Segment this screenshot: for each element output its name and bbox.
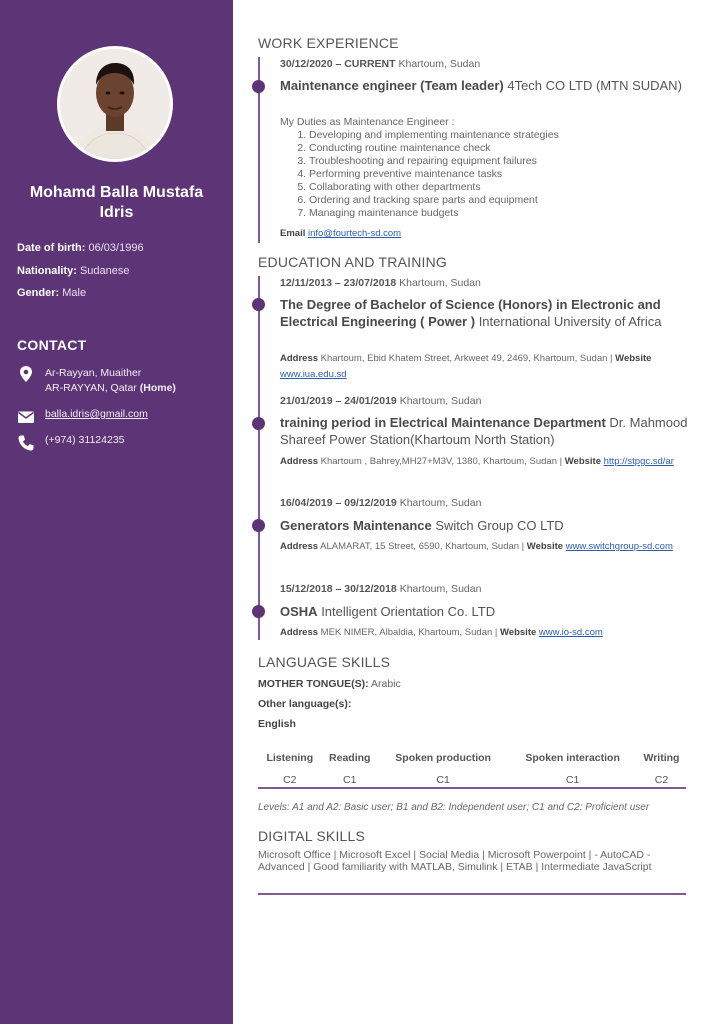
profile-photo [60,49,170,159]
address-tag: (Home) [139,382,176,394]
edu-title: The Degree of Bachelor of Science (Honors) in Electronic and Electrical Engineering ( Power ) [280,297,661,329]
edu-website-link[interactable]: www.switchgroup-sd.com [565,541,673,552]
education-timeline [258,276,260,640]
nationality-label: Nationality: [17,265,77,277]
email-link[interactable]: balla.idris@gmail.com [45,408,148,420]
edu-date: 16/04/2019 – 09/12/2019 [280,497,397,509]
timeline-dot [252,417,265,430]
edu-title-row [280,296,690,330]
level-reading: C1 [343,774,357,786]
edu-date-row [280,583,481,595]
dob-row [17,241,144,255]
digital-skills-divider [258,893,686,895]
digital-skills-list: Microsoft Office | Microsoft Excel | Social Media | Microsoft Powerpoint | - AutoCAD - Advanced | Good familiarity with MATLAB, Simulink | ETAB | Intermediate JavaScript [258,849,652,873]
language-table-header [258,744,686,772]
language-table-row [258,772,686,788]
language-levels-note: Levels: A1 and A2: Basic user; B1 and B2: Independent user; C1 and C2: Proficient user [258,802,650,813]
duty-item: 7. Managing maintenance budgets [309,207,559,220]
website-label: Website [564,456,601,467]
duty-item: 1. Developing and implementing maintenance strategies [309,129,559,142]
gender-row [17,286,86,300]
level-spoken-production: C1 [436,774,450,786]
language-levels-table [258,744,686,788]
language-skills-heading: LANGUAGE SKILLS [258,654,391,670]
contact-heading: CONTACT [17,337,87,353]
edu-date: 15/12/2018 – 30/12/2018 [280,583,397,595]
edu-location: Khartoum, Sudan [399,583,482,595]
edu-org: International University of Africa [478,314,662,329]
duties-list [309,129,559,220]
work-company: 4Tech CO LTD (MTN SUDAN) [507,78,682,93]
address-label: Address [280,456,319,467]
address-line-2: AR-RAYYAN, Qatar [45,382,137,394]
edu-location: Khartoum, Sudan [399,277,481,289]
edu-title: training period in Electrical Maintenance Department [280,415,606,430]
edu-date-row [280,277,481,289]
edu-title: OSHA [280,604,318,619]
edu-address: Khartoum , Bahrey,MH27+M3V, 1380, Khartoum, Sudan [320,456,557,467]
envelope-icon [17,408,35,426]
address-line-2-row [45,381,176,396]
header-writing: Writing [643,751,680,764]
duty-item: 4. Performing preventive maintenance tasks [309,168,559,181]
address-label: Address [280,541,319,552]
level-writing: C2 [654,774,669,786]
address-label: Address [280,627,319,638]
timeline-dot [252,605,265,618]
edu-date-row [280,497,481,509]
duty-item: 3. Troubleshooting and repairing equipment failures [309,155,559,168]
digital-skills-heading: DIGITAL SKILLS [258,828,366,844]
nationality-value: Sudanese [79,265,130,277]
website-label: Website [526,541,564,552]
timeline-dot [252,298,265,311]
dob-value: 06/03/1996 [88,242,144,254]
duty-item: 6. Ordering and tracking spare parts and equipment [309,194,559,207]
website-label: Website [500,627,537,638]
address-label: Address [280,353,319,364]
edu-details: Address ALAMARAT, 15 Street, 6590, Khartoum, Sudan | Website www.switchgroup-sd.com [280,541,673,552]
edu-address: ALAMARAT, 15 Street, 6590, Khartoum, Sudan [320,541,520,552]
edu-location: Khartoum, Sudan [399,395,482,407]
edu-website-link[interactable]: www.io-sd.com [538,627,603,638]
header-spoken-interaction: Spoken interaction [525,751,620,764]
mother-tongue-value: Arabic [370,678,401,690]
work-role-row [280,77,690,94]
education-heading: EDUCATION AND TRAINING [258,254,448,270]
edu-title-row [280,517,690,534]
header-spoken-production: Spoken production [395,751,491,764]
other-languages-label: Other language(s): [258,698,352,710]
sidebar [0,0,233,1024]
phone-number: (+974) 31124235 [45,434,125,446]
gender-label: Gender: [17,287,60,299]
edu-title-row [280,414,690,448]
edu-title-row [280,603,690,620]
work-email-link[interactable]: info@fourtech-sd.com [308,228,402,239]
edu-details: Address Khartoum , Bahrey,MH27+M3V, 1380, Khartoum, Sudan | Website http://stpgc.sd/ar [280,456,674,467]
work-email-label: Email [280,228,306,239]
edu-website-link[interactable]: http://stpgc.sd/ar [603,456,674,467]
duty-item: 2. Conducting routine maintenance check [309,142,559,155]
address-block [45,366,176,396]
edu-org: Switch Group CO LTD [435,518,564,533]
edu-date-row [280,395,481,407]
header-reading: Reading [329,751,371,764]
edu-details: Address MEK NIMER, Albaldia, Khartoum, Sudan | Website www.io-sd.com [280,627,603,638]
timeline-dot [252,519,265,532]
website-label: Website [615,353,652,364]
edu-title: Generators Maintenance [280,518,432,533]
edu-org: Dr. Mahmood Shareef Power Station(Khartoum North Station) [280,415,688,447]
edu-details: Address Khartoum, Ebid Khatem Street, Arkweet 49, 2469, Khartoum, Sudan | Website www.iua.edu.sd [280,353,652,380]
timeline-dot [252,80,265,93]
profile-name: Mohamd Balla Mustafa Idris [29,184,204,221]
edu-date: 12/11/2013 – 23/07/2018 [280,277,397,289]
work-role: Maintenance engineer (Team leader) [280,78,504,93]
location-pin-icon [17,365,35,383]
work-experience-heading: WORK EXPERIENCE [258,35,399,51]
duties-intro: My Duties as Maintenance Engineer : [280,116,455,128]
edu-address: MEK NIMER, Albaldia, Khartoum, Sudan [320,627,493,638]
nationality-row [17,264,130,278]
other-language-row [258,716,666,732]
edu-website-link[interactable]: www.iua.edu.sd [280,369,347,380]
level-spoken-interaction: C1 [565,774,580,786]
work-email-row [280,226,688,242]
edu-location: Khartoum, Sudan [399,497,482,509]
mother-tongue-row [258,676,666,692]
work-date-row [280,58,480,70]
edu-org: Intelligent Orientation Co. LTD [321,604,496,619]
edu-address: Khartoum, Ebid Khatem Street, Arkweet 49, 2469, Khartoum, Sudan [320,353,608,364]
address-line-1: Ar-Rayyan, Muaither [45,367,142,379]
work-duties [280,116,559,220]
work-date: 30/12/2020 – CURRENT [280,58,396,70]
dob-label: Date of birth: [17,242,86,254]
mother-tongue-label: MOTHER TONGUE(S): [258,678,369,690]
phone-icon [17,434,35,452]
level-listening: C2 [283,774,297,786]
profile-photo-frame [57,46,173,162]
other-languages-label-row [258,696,666,712]
gender-value: Male [62,287,87,299]
edu-date: 21/01/2019 – 24/01/2019 [280,395,397,407]
other-language-value: English [258,718,296,730]
duty-item: 5. Collaborating with other departments [309,181,559,194]
language-table-divider [258,787,686,789]
work-location: Khartoum, Sudan [398,58,481,70]
header-listening: Listening [266,751,314,764]
